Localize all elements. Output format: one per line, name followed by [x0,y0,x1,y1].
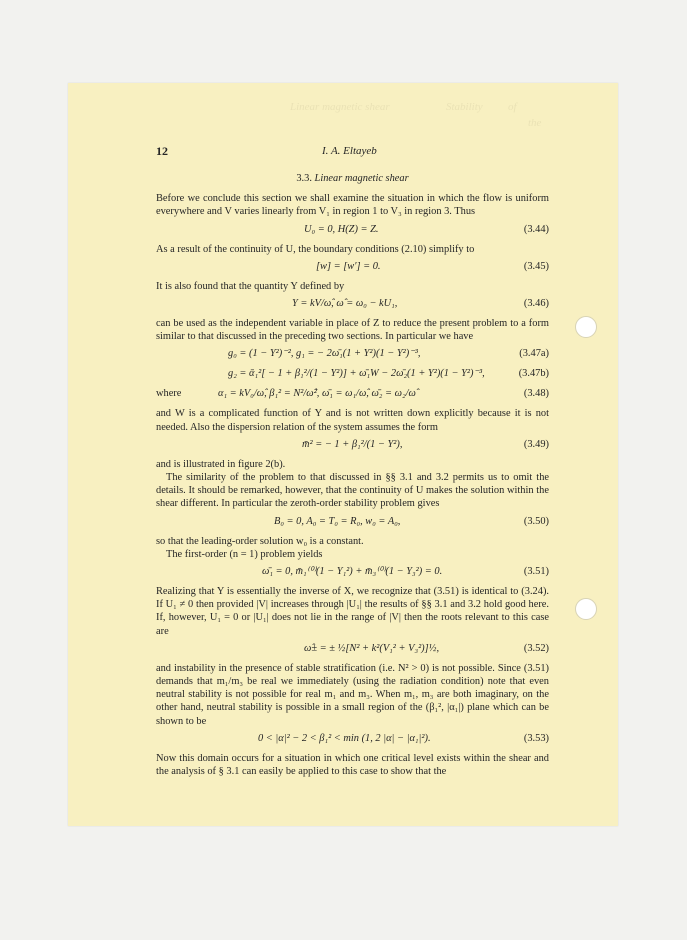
section-heading [156,172,549,185]
equation-body: g₂ = ᾱ₁²[ − 1 + β₁²/(1 − Y²)] + ω̄₁W − 2ω̄₂(1 + Y²)(1 − Y²)⁻³, [228,368,485,380]
page-header [156,145,549,159]
equation [156,387,549,401]
paragraph: so that the leading-order solution w₀ is a constant. [156,535,364,547]
paragraph: It is also found that the quantity Y defined by [156,280,345,292]
section-title: Linear magnetic shear [314,173,409,184]
equation [156,347,549,361]
equation-body: Y = kV/ω̂, ω̂ = ω₀ − kU₁, [292,298,398,310]
paragraph: The similarity of the problem to that discussed in §§ 3.1 and 3.2 permits us to omit the details. It should be remarked, however, that the continuity of U makes the solution within the shear different. In particular the zeroth-order stability problem gives [156,472,549,510]
equation [156,367,549,381]
paragraph: can be used as the independent variable in place of Z to reduce the present problem to a form similar to that discussed in the preceding two sections. In particular we have [156,318,549,343]
equation [156,642,549,656]
equation [156,565,549,579]
paragraph: and W is a complicated function of Y and is not written down explicitly because it is not needed. Also the dispersion relation of the system assumes the form [156,408,549,433]
equation [156,297,549,311]
paragraph: The first-order (n = 1) problem yields [166,548,323,560]
equation-number: (3.51) [523,566,549,578]
equation-number: (3.45) [523,260,549,272]
paragraph: Now this domain occurs for a situation in which one critical level exists within the shear and the analysis of § 3.1 can easily be applied to this case to show that the [156,752,549,778]
equation [156,223,549,237]
paragraph: Realizing that Y is essentially the inverse of X, we recognize that (3.51) is identical to (3.24). If U₁ ≠ 0 then provided |V| increases through |U₁| the results of §§ 3.1 and 3.2 hold good here. If, however, U₁ = 0 or |U₁| does not lie in the range of |V| then the roots relevant to this case are [156,586,549,637]
page-content [156,145,549,778]
paragraph: and is illustrated in figure 2(b). [156,458,286,470]
equation-lead-word: where [156,388,182,400]
equation-body: B₀ = 0, A₀ = T₀ = R₀, w₀ = A₀, [274,515,401,527]
bleed-through-text: of [508,101,517,113]
equation [156,260,549,274]
equation [156,732,549,746]
equation-number: (3.46) [523,298,549,310]
page-number: 12 [156,144,168,158]
equation-body: ω̄₁ = 0, m̄₁⁽⁰⁾(1 − Y₁²) + m̄₃⁽⁰⁾(1 − Y₃²) = 0. [262,566,443,578]
equation-body: m̄² = − 1 + β₁²/(1 − Y²), [302,438,403,450]
bleed-through-text: Stability [446,101,483,113]
equation-number: (3.47b) [518,368,549,380]
equation-body: α₁ = kV₀/ω̂, β₁² = N²/ω̂², ω̄₁ = ω₁/ω̂, ω̄₂ = ω₂/ω̂ [218,388,416,400]
equation-number: (3.48) [523,388,549,400]
text-flow [156,192,549,778]
equation-body: U₀ = 0, H(Z) = Z. [304,223,379,235]
paragraph: Before we conclude this section we shall examine the situation in which the flow is uniform everywhere and V varies linearly from V₁ in region 1 to V₃ in region 3. Thus [156,193,549,218]
punch-hole [575,598,597,620]
equation-body: g₀ = (1 − Y²)⁻², g₁ = − 2ω̄₁(1 + Y²)(1 − Y²)⁻³, [228,348,421,360]
equation-number: (3.50) [523,515,549,527]
equation-number: (3.53) [523,732,549,744]
equation [156,515,549,529]
equation-number: (3.47a) [519,348,549,360]
punch-hole [575,316,597,338]
running-head: I. A. Eltayeb [322,145,377,157]
equation-number: (3.52) [523,642,549,654]
equation-number: (3.49) [523,438,549,450]
equation-body: 0 < |α|² − 2 < β₁² < min (1, 2 |α| − |α₁|²). [258,732,431,744]
equation-body: ω̂± = ± ½[N² + k²(V₁² + V₃²)]½, [304,642,440,654]
equation-number: (3.44) [523,223,549,235]
bleed-through-text: Linear magnetic shear [290,101,390,113]
section-number: 3.3. [296,173,312,184]
equation-body: [w] = [w′] = 0. [316,260,381,272]
paragraph: and instability in the presence of stable stratification (i.e. N² > 0) is not possible. Since (3.51) demands that m₁/m₃ be real we immediately (using the radiation condition) note that even neutral stability is not possible for real m₁ and m₃. When m₁, m₃ are both imaginary, on the other hand, neutral stability is possible in a small region of the (β₁², |α₁|) plane which can be shown to be [156,662,549,727]
bleed-through-text: the [528,117,542,129]
equation [156,438,549,452]
paragraph: As a result of the continuity of U, the boundary conditions (2.10) simplify to [156,243,475,255]
